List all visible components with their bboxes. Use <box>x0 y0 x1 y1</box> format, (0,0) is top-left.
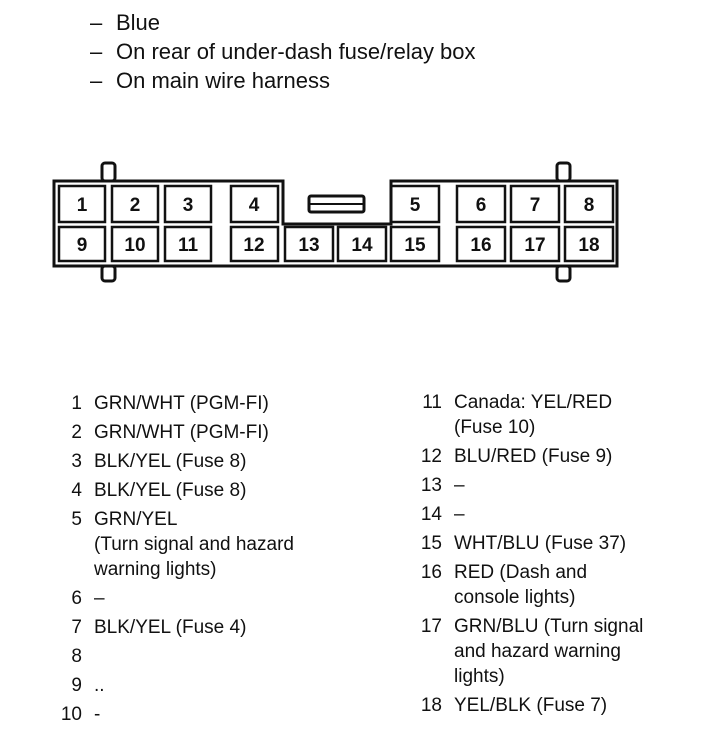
pin-label-11: 11 <box>177 235 199 256</box>
pin-number: 18 <box>420 695 442 716</box>
header-color: Blue <box>116 10 161 35</box>
pin-entry-9 <box>58 671 358 700</box>
pin-label-2: 2 <box>129 195 141 216</box>
pin-label-15: 15 <box>404 235 426 256</box>
pin-label-4: 4 <box>248 195 260 216</box>
pin-number: 5 <box>71 509 82 530</box>
pin-number: 2 <box>71 422 82 443</box>
pin-entry-10 <box>58 700 358 729</box>
pin-description: – <box>94 588 105 609</box>
pin-entry-13 <box>418 471 698 500</box>
latch-tab-left-top <box>102 163 115 181</box>
pin-description: .. <box>94 675 105 696</box>
pin-description: – <box>454 475 465 496</box>
pin-entry-2 <box>58 418 358 447</box>
pin-number: 9 <box>71 675 82 696</box>
pin-label-16: 16 <box>470 235 492 256</box>
pin-entry-6 <box>58 584 358 613</box>
dash-icon: – <box>90 39 103 64</box>
pin-label-10: 10 <box>124 235 146 256</box>
pin-label-9: 9 <box>76 235 88 256</box>
pin-description: GRN/YEL (Turn signal and hazard warning lights) <box>94 509 294 580</box>
dash-icon: – <box>90 68 103 93</box>
pin-number: 12 <box>420 446 442 467</box>
pin-number: 13 <box>420 475 442 496</box>
pin-number: 7 <box>71 617 82 638</box>
pin-label-13: 13 <box>298 235 320 256</box>
pin-list-right <box>418 388 698 720</box>
pin-list-left <box>58 389 358 729</box>
pin-description: GRN/BLU (Turn signal and hazard warning lights) <box>454 616 644 687</box>
pin-description: BLK/YEL (Fuse 8) <box>94 480 247 501</box>
pin-number: 14 <box>420 504 442 525</box>
pin-description: - <box>94 704 101 725</box>
pin-entry-3 <box>58 447 358 476</box>
pin-number: 4 <box>71 480 82 501</box>
pin-label-12: 12 <box>243 235 265 256</box>
pin-description: – <box>454 504 465 525</box>
header-harness: On main wire harness <box>116 68 330 93</box>
pin-description: BLK/YEL (Fuse 8) <box>94 451 247 472</box>
pin-entry-8 <box>58 642 358 671</box>
pin-number: 11 <box>422 392 442 413</box>
pin-entry-5 <box>58 505 358 584</box>
pin-description: WHT/BLU (Fuse 37) <box>454 533 627 554</box>
pin-label-6: 6 <box>475 195 487 216</box>
pin-label-14: 14 <box>351 235 373 256</box>
pin-entry-4 <box>58 476 358 505</box>
pin-label-7: 7 <box>529 195 541 216</box>
pin-description: BLK/YEL (Fuse 4) <box>94 617 247 638</box>
dash-icon: – <box>90 10 103 35</box>
pin-label-3: 3 <box>182 195 194 216</box>
pin-number: 10 <box>60 704 82 725</box>
latch-tab-right-top <box>557 163 570 181</box>
connector-diagram <box>0 0 704 300</box>
pin-entry-18 <box>418 691 698 720</box>
pin-entry-7 <box>58 613 358 642</box>
pin-description: Canada: YEL/RED (Fuse 10) <box>454 392 613 438</box>
pin-description: GRN/WHT (PGM-FI) <box>94 393 269 414</box>
pin-description: RED (Dash and console lights) <box>454 562 588 608</box>
pin-number: 3 <box>71 451 82 472</box>
pin-number: 15 <box>420 533 442 554</box>
pin-description: YEL/BLK (Fuse 7) <box>454 695 608 716</box>
pin-entry-11 <box>418 388 698 442</box>
pin-description: BLU/RED (Fuse 9) <box>454 446 613 467</box>
pin-description <box>94 642 358 671</box>
pin-label-8: 8 <box>583 195 595 216</box>
pin-number: 6 <box>71 588 82 609</box>
header-location: On rear of under-dash fuse/relay box <box>116 39 476 64</box>
pin-label-18: 18 <box>578 235 600 256</box>
pin-description: GRN/WHT (PGM-FI) <box>94 422 269 443</box>
latch-tab-right-bottom <box>557 266 570 281</box>
pin-entry-12 <box>418 442 698 471</box>
pin-label-17: 17 <box>524 235 546 256</box>
pin-label-1: 1 <box>76 195 88 216</box>
pin-number: 17 <box>420 616 442 637</box>
pin-number: 16 <box>420 562 442 583</box>
pin-entry-17 <box>418 612 698 691</box>
pin-entry-1 <box>58 389 358 418</box>
pin-entry-16 <box>418 558 698 612</box>
pin-number: 1 <box>71 393 82 414</box>
pin-entry-15 <box>418 529 698 558</box>
pin-label-5: 5 <box>409 195 421 216</box>
pin-number: 8 <box>71 646 82 667</box>
latch-tab-left-bottom <box>102 266 115 281</box>
pin-entry-14 <box>418 500 698 529</box>
